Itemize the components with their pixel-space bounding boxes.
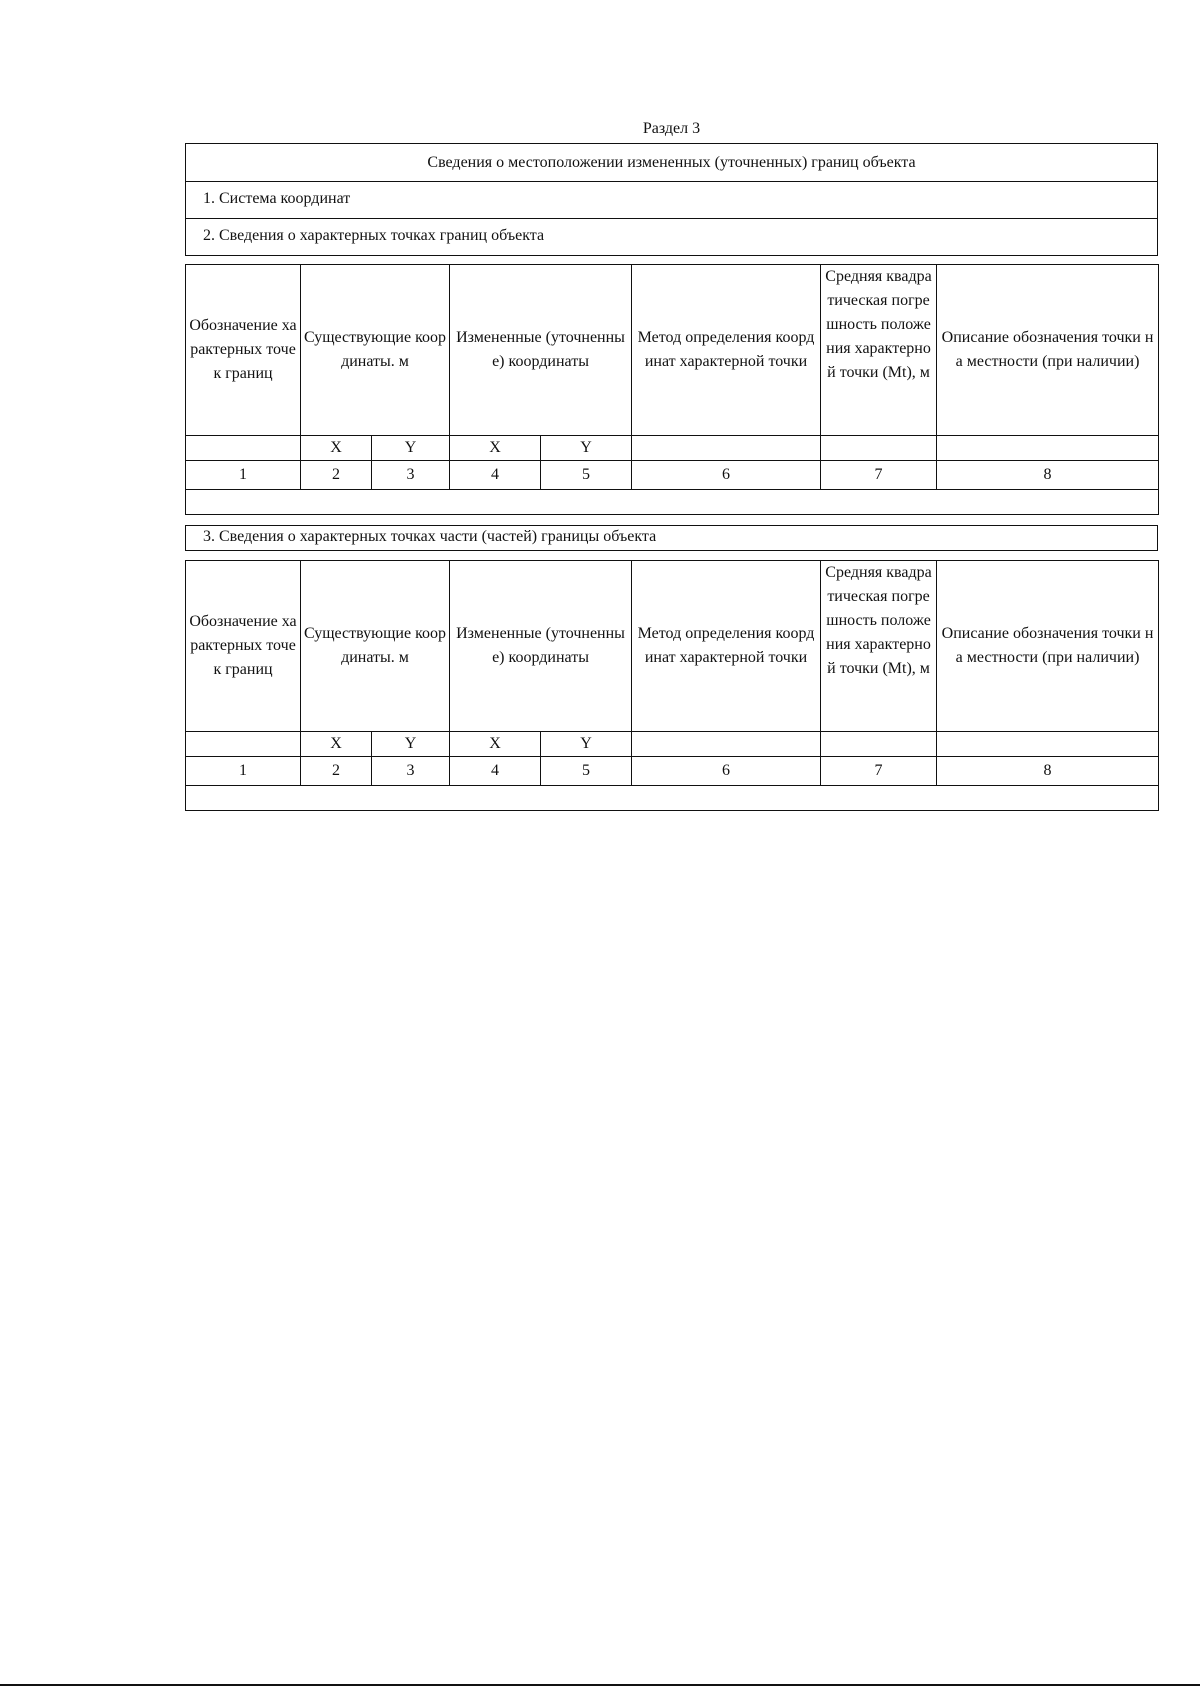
column-number: 2 xyxy=(301,757,372,786)
axis-cell-empty xyxy=(186,732,301,757)
table-header-row xyxy=(186,265,1159,436)
header-designation: Обозначение характерных точек границ xyxy=(186,561,301,732)
part-boundary-points-table xyxy=(185,560,1159,811)
header-mean-square-error: Средняя квадратическая погрешность положения характерной точки (Mt), м xyxy=(821,561,937,732)
column-number: 1 xyxy=(186,461,301,490)
axis-cell-empty xyxy=(821,436,937,461)
empty-data-cell xyxy=(186,786,1159,811)
column-number: 3 xyxy=(372,757,450,786)
parts-section-row xyxy=(185,525,1158,551)
table-empty-row xyxy=(186,490,1159,515)
column-number: 8 xyxy=(937,461,1159,490)
column-number: 6 xyxy=(632,461,821,490)
boundary-points-table xyxy=(185,264,1159,515)
header-description: Описание обозначения точки на местности (при наличии) xyxy=(937,561,1159,732)
points-section-row xyxy=(185,218,1158,256)
header-description: Описание обозначения точки на местности (при наличии) xyxy=(937,265,1159,436)
main-title: Сведения о местоположении измененных (уточненных) границ объекта xyxy=(427,154,916,171)
table-axis-row xyxy=(186,732,1159,757)
axis-cell-empty xyxy=(821,732,937,757)
coordinate-system-label: 1. Система координат xyxy=(203,190,351,207)
header-method: Метод определения координат характерной точки xyxy=(632,561,821,732)
header-existing-coordinates: Существующие координаты. м xyxy=(301,265,450,436)
table-empty-row xyxy=(186,786,1159,811)
axis-label-x: X xyxy=(450,436,541,461)
header-designation: Обозначение характерных точек границ xyxy=(186,265,301,436)
axis-label-x: X xyxy=(301,732,372,757)
axis-label-y: Y xyxy=(541,436,632,461)
axis-label-y: Y xyxy=(372,732,450,757)
axis-label-x: X xyxy=(450,732,541,757)
column-number: 2 xyxy=(301,461,372,490)
column-number: 6 xyxy=(632,757,821,786)
axis-cell-empty xyxy=(632,436,821,461)
points-section-label: 2. Сведения о характерных точках границ объекта xyxy=(203,227,545,244)
table-number-row xyxy=(186,461,1159,490)
header-changed-coordinates: Измененные (уточненные) координаты xyxy=(450,265,632,436)
section-title: Раздел 3 xyxy=(642,120,701,137)
header-method: Метод определения координат характерной точки xyxy=(632,265,821,436)
column-number: 5 xyxy=(541,757,632,786)
axis-cell-empty xyxy=(632,732,821,757)
main-title-box xyxy=(185,143,1158,182)
header-changed-coordinates: Измененные (уточненные) координаты xyxy=(450,561,632,732)
header-mean-square-error: Средняя квадратическая погрешность положения характерной точки (Mt), м xyxy=(821,265,937,436)
column-number: 3 xyxy=(372,461,450,490)
column-number: 8 xyxy=(937,757,1159,786)
column-number: 1 xyxy=(186,757,301,786)
axis-label-y: Y xyxy=(372,436,450,461)
table-axis-row xyxy=(186,436,1159,461)
column-number: 5 xyxy=(541,461,632,490)
table-header-row xyxy=(186,561,1159,732)
axis-label-x: X xyxy=(301,436,372,461)
header-existing-coordinates: Существующие координаты. м xyxy=(301,561,450,732)
column-number: 7 xyxy=(821,757,937,786)
parts-section-label: 3. Сведения о характерных точках части (частей) границы объекта xyxy=(203,528,657,545)
axis-label-y: Y xyxy=(541,732,632,757)
column-number: 4 xyxy=(450,461,541,490)
coordinate-system-row xyxy=(185,181,1158,219)
column-number: 7 xyxy=(821,461,937,490)
footer-rule xyxy=(0,1684,1200,1686)
axis-cell-empty xyxy=(186,436,301,461)
empty-data-cell xyxy=(186,490,1159,515)
axis-cell-empty xyxy=(937,436,1159,461)
table-number-row xyxy=(186,757,1159,786)
column-number: 4 xyxy=(450,757,541,786)
axis-cell-empty xyxy=(937,732,1159,757)
